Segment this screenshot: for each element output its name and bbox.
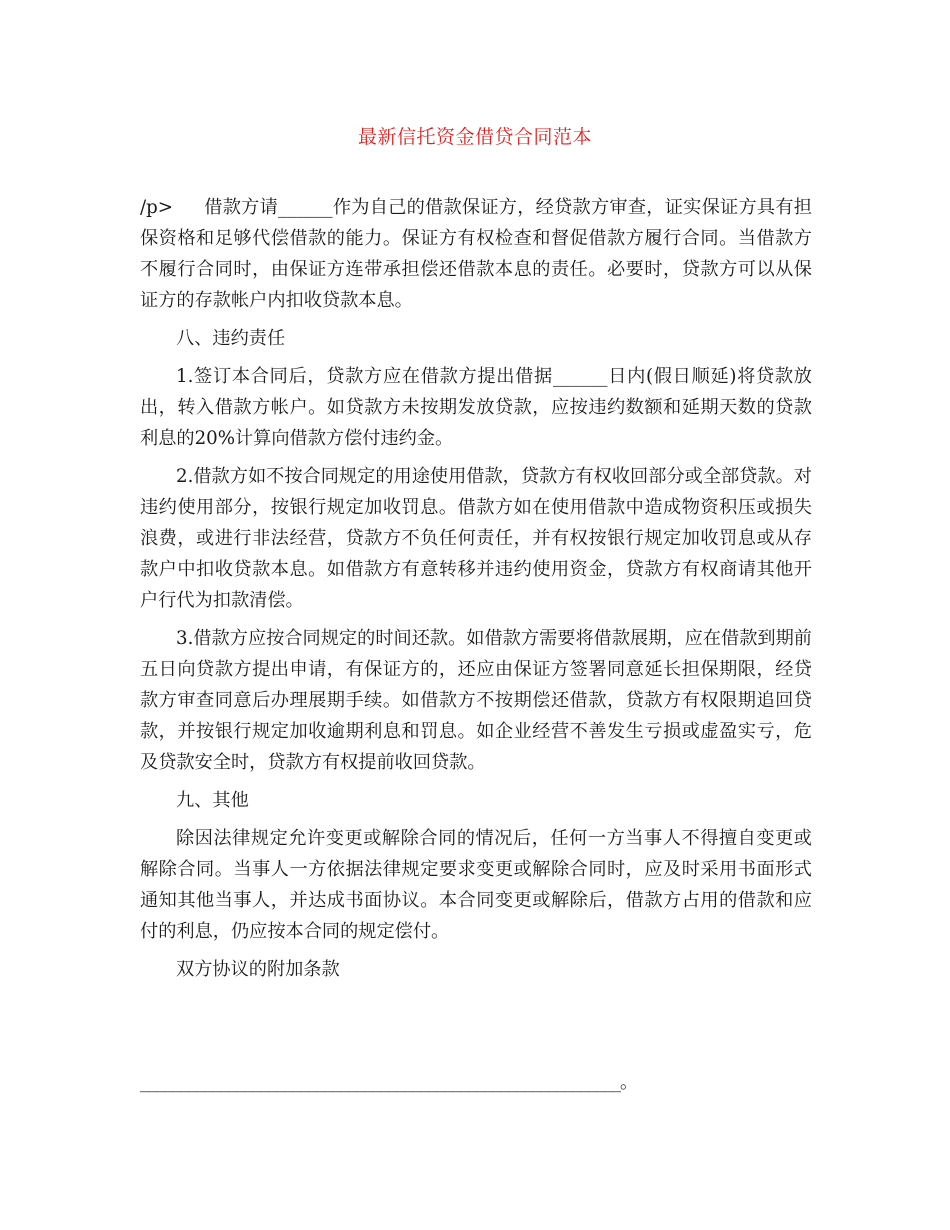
paragraph-clause-3: 3.借款方应按合同规定的时间还款。如借款方需要将借款展期，应在借款到期前五日向贷款方提出申请，有保证方的，还应由保证方签署同意延长担保期限，经贷款方审查同意后办理展期手续。如借款方不按期偿还借款，贷款方有权限期追回贷款，并按银行规定加收逾期利息和罚息。如企业经营不善发生亏损或虚盈实亏，危及贷款安全时，贷款方有权提前收回贷款。	[140, 628, 812, 773]
paragraph-text: 借款方请______作为自己的借款保证方，经贷款方审查，证实保证方具有担保资格和足够代偿借款的能力。保证方有权检查和督促借款方履行合同。当借款方不履行合同时，由保证方连带承担偿还借款本息的责任。必要时，贷款方可以从保证方的存款帐户内扣收贷款本息。	[140, 197, 812, 311]
paragraph-guarantor	[140, 192, 812, 316]
paragraph-clause-1: 1.签订本合同后，贷款方应在借款方提出借据______日内(假日顺延)将贷款放出，转入借款方帐户。如贷款方未按期发放贷款，应按违约数额和延期天数的贷款利息的20%计算向借款方偿付违约金。	[140, 366, 812, 449]
paragraph-modification: 除因法律规定允许变更或解除合同的情况后，任何一方当事人不得擅自变更或解除合同。当事人一方依据法律规定要求变更或解除合同时，应及时采用书面形式通知其他当事人，并达成书面协议。本合同变更或解除后，借款方占用的借款和应付的利息，仍应按本合同的规定偿付。	[140, 828, 812, 942]
section-heading-other: 九、其他	[176, 790, 249, 811]
paragraph-clause-2: 2.借款方如不按合同规定的用途使用借款，贷款方有权收回部分或全部贷款。对违约使用部分，按银行规定加收罚息。借款方如在使用借款中造成物资积压或损失浪费，或进行非法经营，贷款方不负任何责任，并有权按银行规定加收罚息或从存款户中扣收贷款本息。如借款方有意转移并违约使用资金，贷款方有权商请其他开户行代为扣款清偿。	[140, 466, 812, 611]
paragraph-prefix: /p>	[140, 197, 174, 218]
paragraph-additional-terms: 双方协议的附加条款	[176, 959, 340, 980]
section-heading-breach: 八、违约责任	[176, 328, 286, 349]
additional-terms-blank-line: ____________________________________________________________。	[140, 1072, 637, 1093]
document-body	[140, 192, 812, 992]
document-title: 最新信托资金借贷合同范本	[357, 126, 592, 148]
